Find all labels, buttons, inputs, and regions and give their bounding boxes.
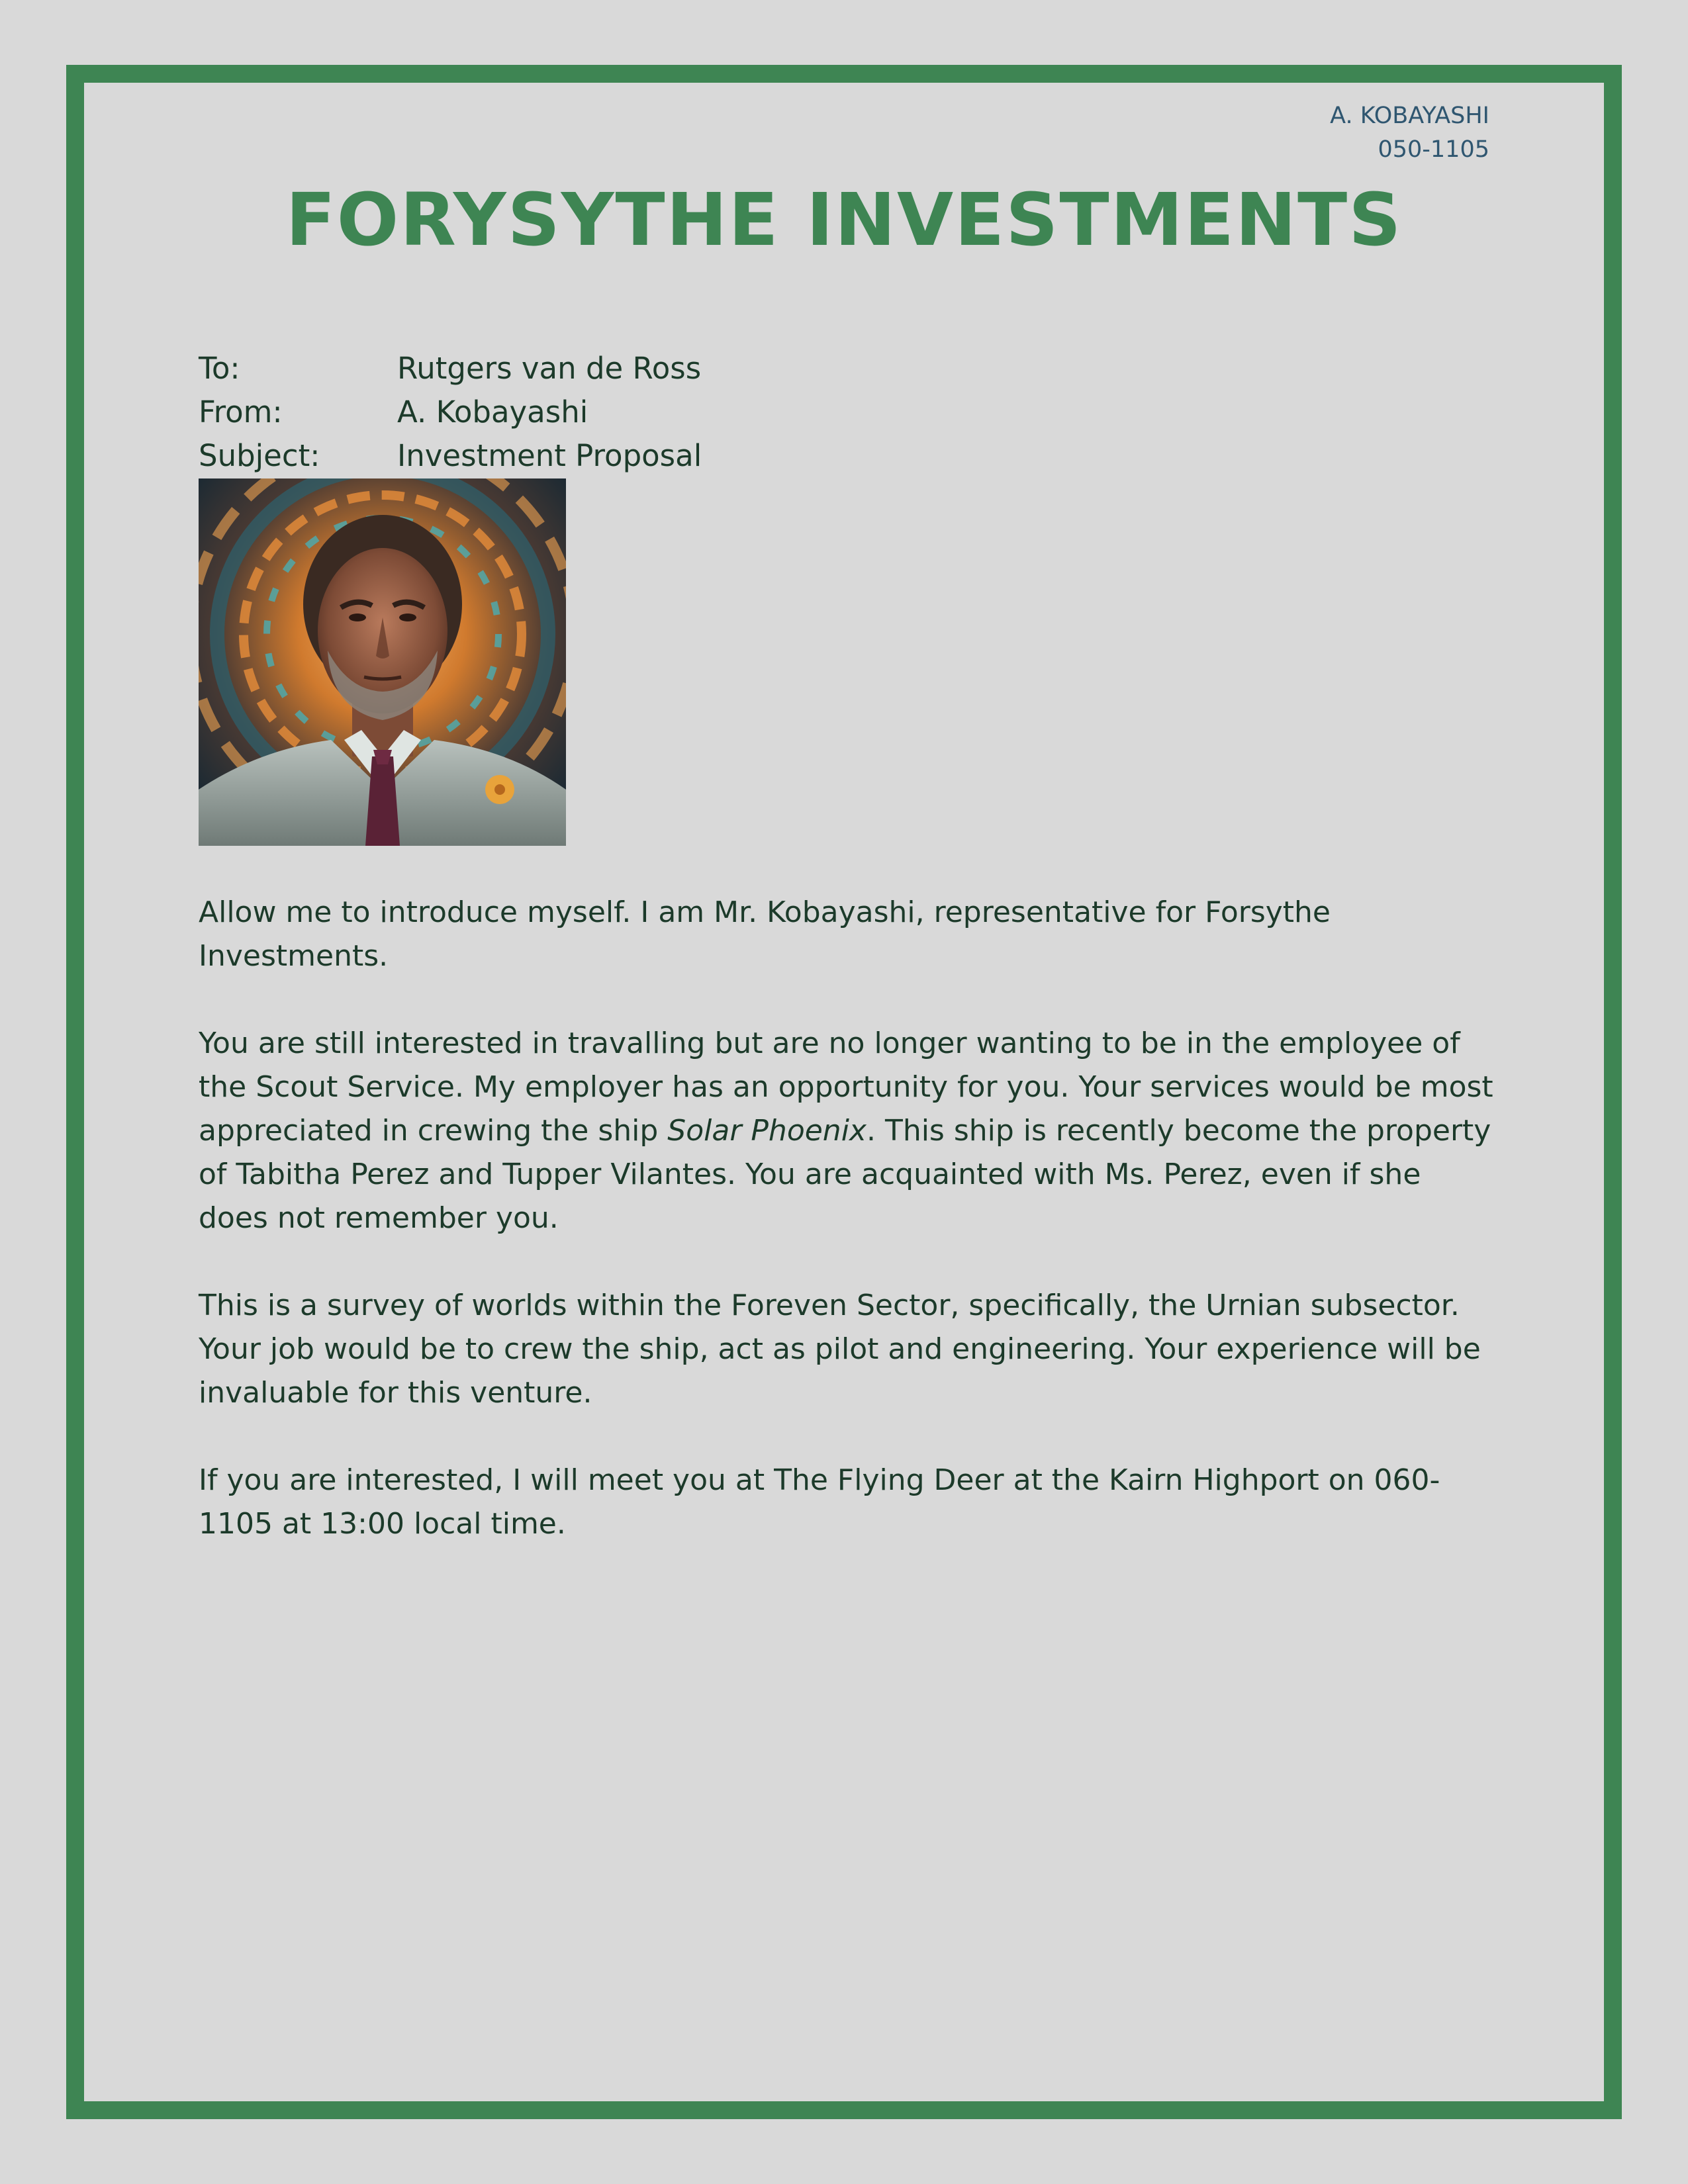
header-meta (1330, 99, 1489, 167)
paragraph-survey: This is a survey of worlds within the Foreven Sector, specifically, the Urnian subsector. Your job would be to crew the ship, act as pilot and engineering. Your experience will be invaluable for this venture. (199, 1289, 1481, 1410)
memo-from-label: From: (199, 394, 283, 430)
memo-header (199, 347, 702, 478)
memo-subject-label: Subject: (199, 438, 320, 473)
paragraph-offer-text-a: You are still interested in travalling but are no longer wanting to be in the employee of the Scout Service. My employer has an opportunity for you. Your services would be most appreciated in crewing the ship (199, 1026, 1493, 1148)
company-title: FORYSYTHE INVESTMENTS (285, 177, 1403, 262)
memo-subject-row (199, 434, 702, 478)
ship-name: Solar Phoenix (667, 1114, 867, 1148)
paragraph-offer (199, 1022, 1496, 1240)
memo-to-label: To: (199, 351, 240, 386)
memo-to-row (199, 347, 702, 390)
memo-subject-value: Investment Proposal (397, 438, 702, 473)
memo-to-value: Rutgers van de Ross (397, 351, 702, 386)
paragraph-meeting: If you are interested, I will meet you at The Flying Deer at the Kairn Highport on 060-1105 at 13:00 local time. (199, 1463, 1440, 1541)
document-code: 050-1105 (1378, 136, 1489, 163)
paragraph-offer-text-b: . This ship is recently become the property of Tabitha Perez and Tupper Vilantes. You are acquainted with Ms. Perez, even if she does not remember you. (199, 1114, 1491, 1235)
memo-from-row (199, 390, 702, 434)
paragraph-intro: Allow me to introduce myself. I am Mr. Kobayashi, representative for Forsythe Investments. (199, 895, 1331, 973)
letter-body (199, 891, 1496, 1590)
memo-from-value: A. Kobayashi (397, 394, 588, 430)
portrait-image (199, 478, 566, 846)
author-name: A. KOBAYASHI (1330, 103, 1489, 129)
